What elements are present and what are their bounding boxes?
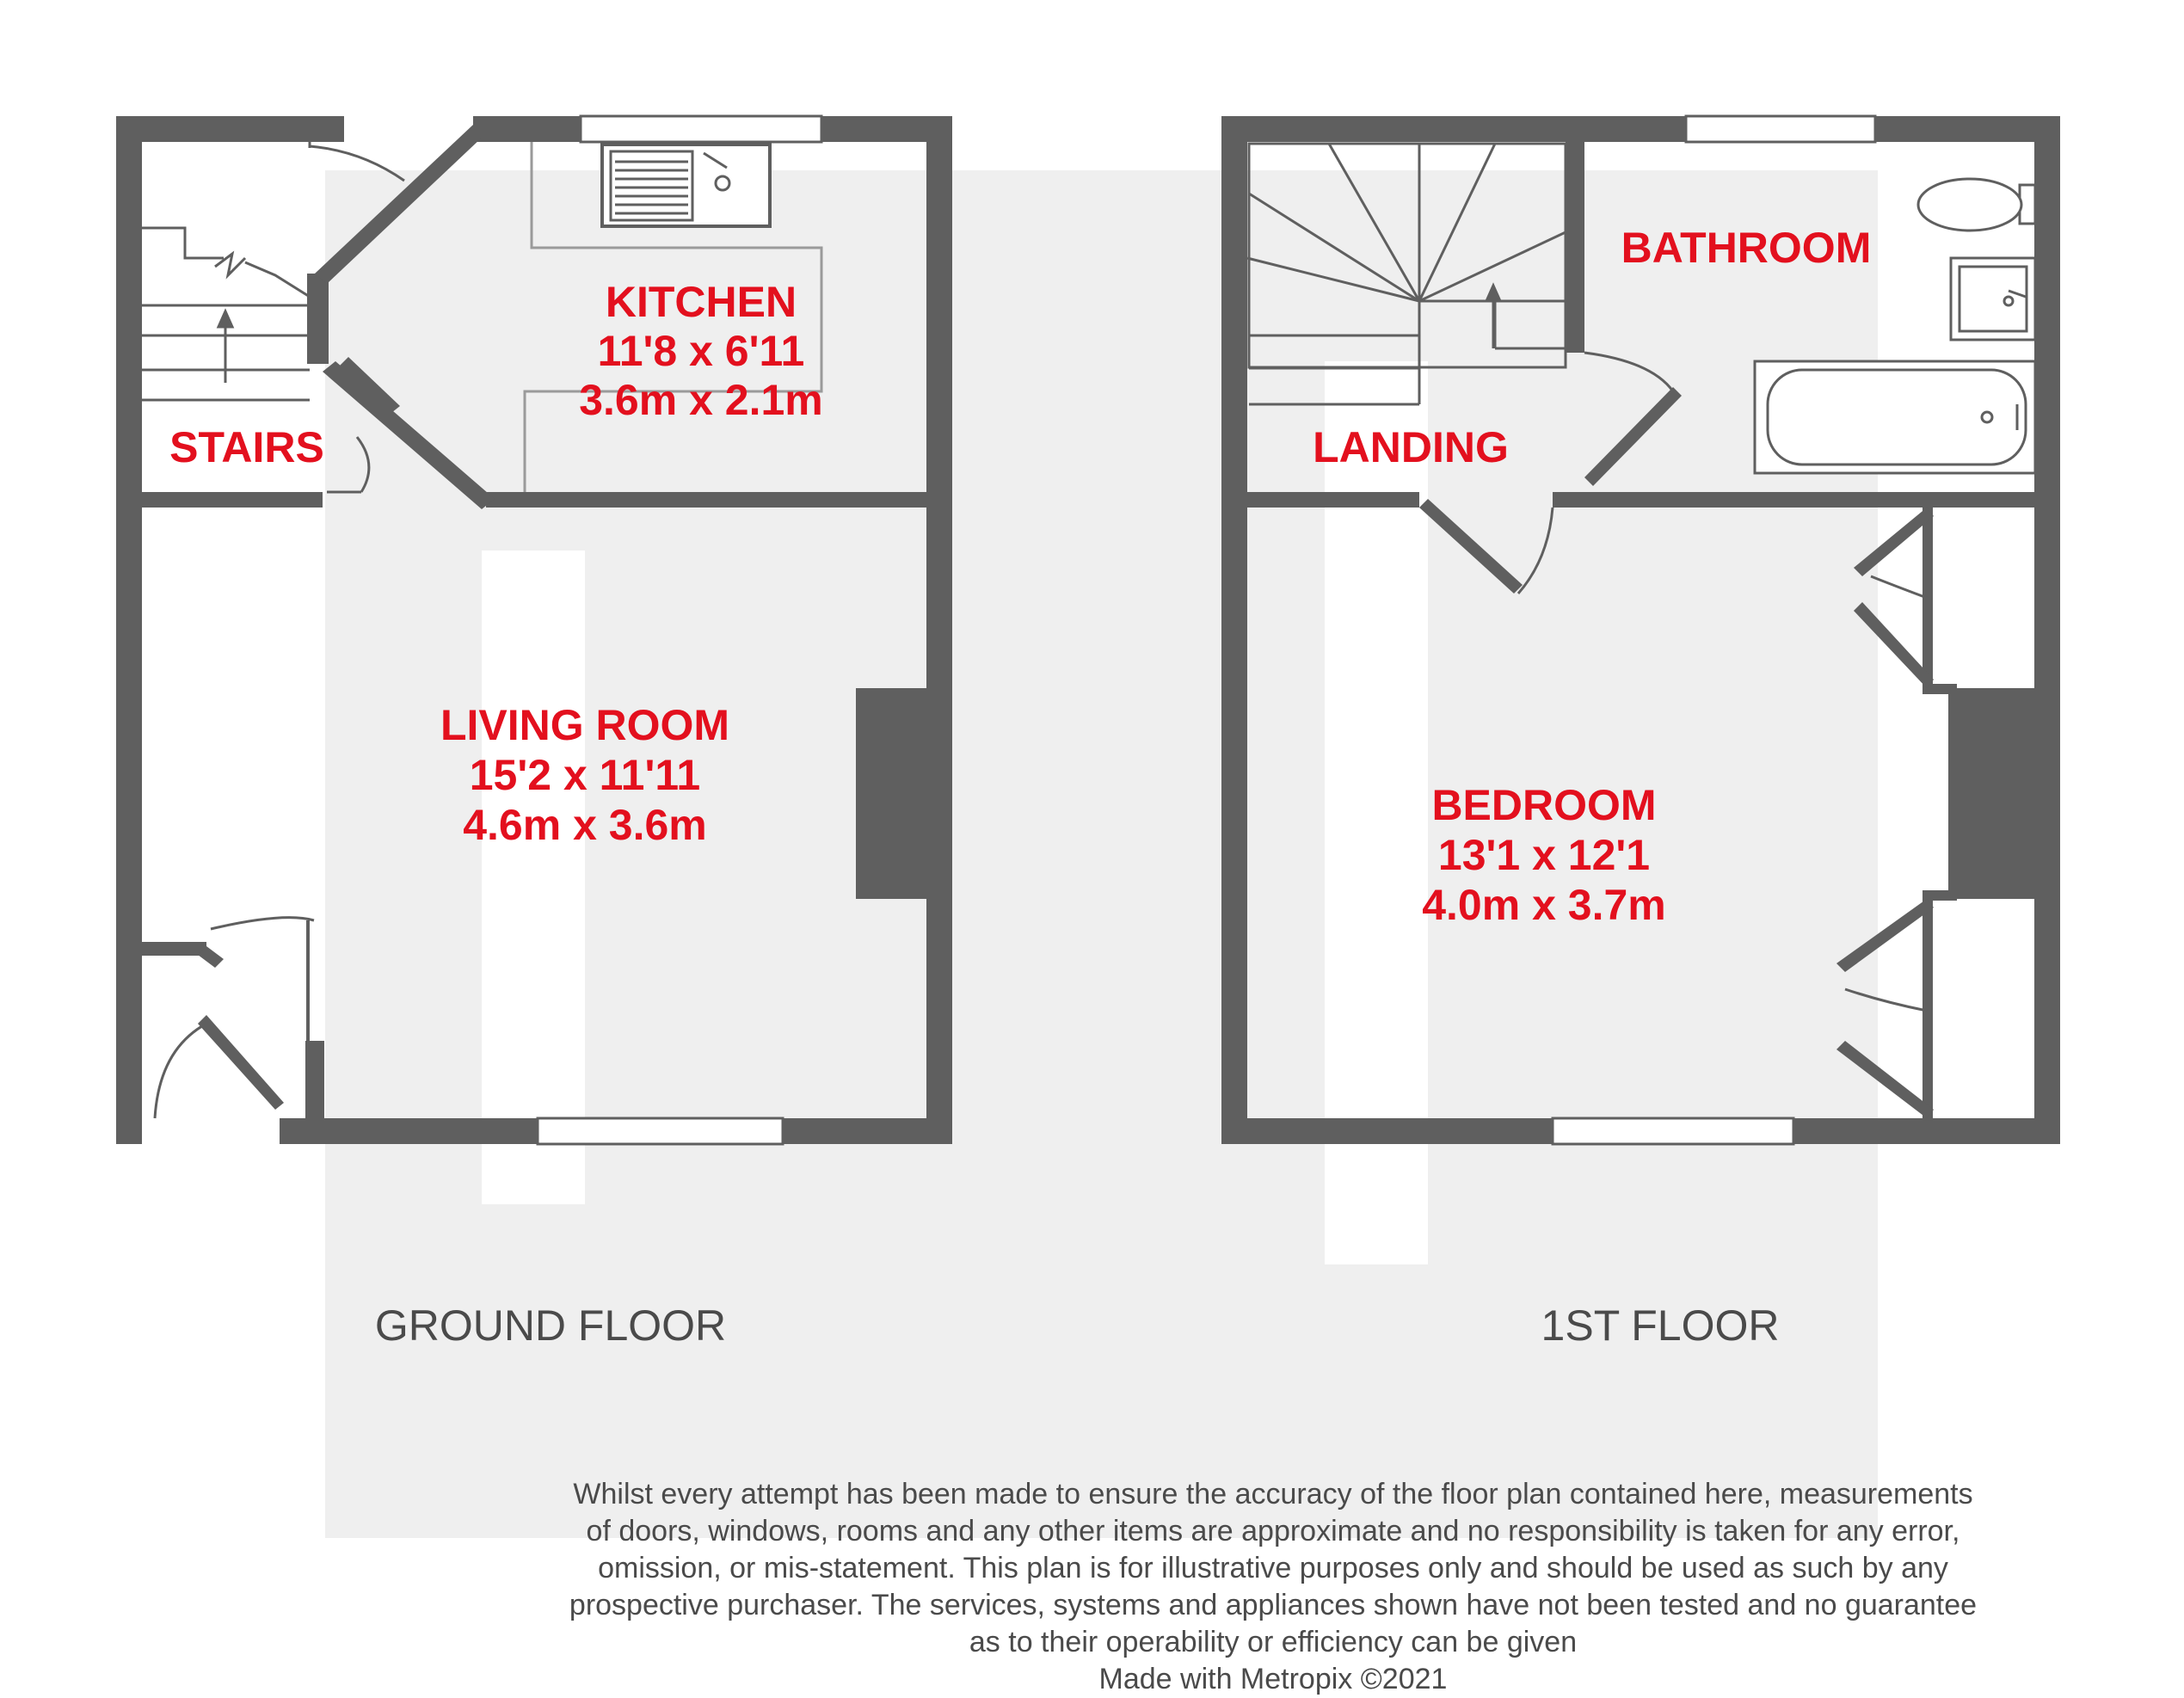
kitchen-name: KITCHEN: [605, 278, 797, 326]
bedroom-imperial: 13'1 x 12'1: [1437, 831, 1651, 879]
kitchen-imperial: 11'8 x 6'11: [597, 327, 805, 375]
bathroom-window: [1686, 116, 1875, 142]
metropix-credit: Made with Metropix ©2021: [1098, 1663, 1448, 1695]
bedroom-name: BEDROOM: [1431, 781, 1657, 829]
living-room-metric: 4.6m x 3.6m: [463, 801, 707, 849]
kitchen-metric: 3.6m x 2.1m: [579, 376, 823, 424]
basin-icon: [1951, 258, 2035, 340]
disclaimer-line: of doors, windows, rooms and any other items are approximate and no responsibility is taken for any error,: [586, 1515, 1960, 1547]
living-room-imperial: 15'2 x 11'11: [469, 751, 701, 799]
disclaimer-line: as to their operability or efficiency can be given: [969, 1626, 1578, 1658]
bedroom-window: [1553, 1118, 1793, 1144]
ground-floor-label: GROUND FLOOR: [374, 1301, 727, 1350]
bathroom-name: BATHROOM: [1621, 224, 1872, 272]
disclaimer: [464, 1476, 2082, 1698]
bath-icon: [1755, 361, 2035, 473]
disclaimer-line: prospective purchaser. The services, systems and appliances shown have not been tested and no guarantee: [569, 1589, 1978, 1621]
ground-staircase: [142, 228, 310, 400]
sink-icon: [602, 145, 770, 226]
disclaimer-line: Whilst every attempt has been made to ensure the accuracy of the floor plan contained here, measurements: [573, 1478, 1973, 1510]
kitchen-window: [581, 116, 821, 142]
living-room-name: LIVING ROOM: [440, 701, 730, 749]
toilet-icon: [1918, 179, 2035, 231]
stairs-name: STAIRS: [169, 423, 324, 471]
landing-name: LANDING: [1313, 423, 1509, 471]
living-window: [538, 1118, 783, 1144]
bedroom-metric: 4.0m x 3.7m: [1422, 881, 1666, 929]
disclaimer-line: omission, or mis-statement. This plan is for illustrative purposes only and should be used as such by any: [598, 1552, 1948, 1584]
first-floor-label: 1ST FLOOR: [1541, 1301, 1780, 1350]
